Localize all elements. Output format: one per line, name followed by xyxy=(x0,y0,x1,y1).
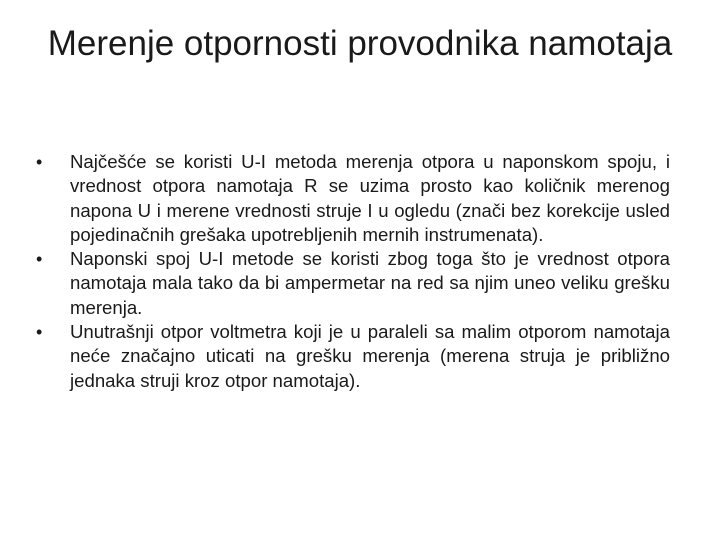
bullet-dot-icon: • xyxy=(36,322,43,343)
bullet-dot-icon: • xyxy=(36,152,43,172)
bullet-list xyxy=(36,150,670,393)
bullet-dot-icon: • xyxy=(36,249,43,270)
bullet-item xyxy=(36,150,670,247)
bullet-text: Najčešće se koristi U-I metoda merenja otpora u naponskom spoju, i vrednost otpora namotaja R se uzima prosto kao količnik merenog napona U i merene vrednosti struje I u ogledu (znači bez korekcije usled pojedinačnih grešaka upotrebljenih mernih instrumenata). xyxy=(70,151,670,245)
bullet-item xyxy=(36,320,670,393)
bullet-item xyxy=(36,247,670,320)
bullet-text: Naponski spoj U-I metode se koristi zbog toga što je vrednost otpora namotaja mala tako da bi ampermetar na red sa njim uneo veliku grešku merenja. xyxy=(70,248,670,318)
slide-title: Merenje otpornosti provodnika namotaja xyxy=(47,24,673,63)
bullet-text: Unutrašnji otpor voltmetra koji je u paraleli sa malim otporom namotaja neće značajno uticati na grešku merenja (merena struja je približno jednaka struji kroz otpor namotaja). xyxy=(70,321,670,391)
